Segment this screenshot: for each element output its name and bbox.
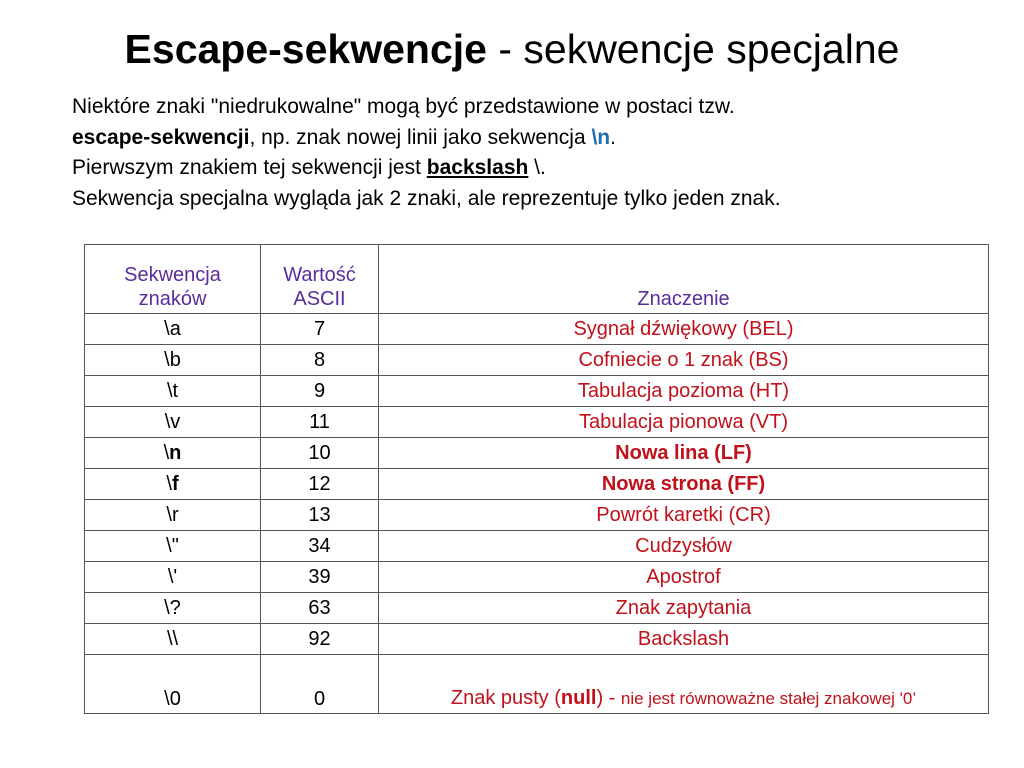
sequence-letter: f xyxy=(171,473,179,495)
table-row xyxy=(85,593,989,624)
null-keyword: null xyxy=(560,687,597,709)
table-row xyxy=(85,624,989,655)
ascii-cell: 8 xyxy=(261,345,379,376)
table-row xyxy=(85,314,989,345)
meaning-cell xyxy=(379,655,989,714)
header-ascii: Wartość ASCII xyxy=(261,245,379,314)
newline-code: \n xyxy=(591,125,611,149)
meaning-cell: Znak zapytania xyxy=(379,593,989,624)
meaning-cell: Nowa lina (LF) xyxy=(379,438,989,469)
sequence-cell: \\ xyxy=(85,624,261,655)
title-bold: Escape-sekwencje xyxy=(124,26,487,72)
ascii-cell: 39 xyxy=(261,562,379,593)
meaning-cell: Cofniecie o 1 znak (BS) xyxy=(379,345,989,376)
sequence-cell xyxy=(85,438,261,469)
page-title xyxy=(0,22,1024,76)
meaning-cell: Backslash xyxy=(379,624,989,655)
title-rest: - sekwencje specjalne xyxy=(486,26,900,72)
meaning-cell: Nowa strona (FF) xyxy=(379,469,989,500)
meaning-cell: Powrót karetki (CR) xyxy=(379,500,989,531)
meaning-cell: Apostrof xyxy=(379,562,989,593)
meaning-cell: Tabulacja pozioma (HT) xyxy=(379,376,989,407)
sequence-cell: \0 xyxy=(85,655,261,714)
sequence-cell: \v xyxy=(85,407,261,438)
intro-line-3 xyxy=(72,153,1012,184)
escape-term: escape-sekwencji xyxy=(72,125,250,149)
intro-line-3-end: \. xyxy=(528,156,546,179)
intro-line-4: Sekwencja specjalna wygląda jak 2 znaki, ale reprezentuje tylko jeden znak. xyxy=(72,186,781,210)
meaning-cell: Cudzysłów xyxy=(379,531,989,562)
ascii-cell: 0 xyxy=(261,655,379,714)
ascii-cell: 92 xyxy=(261,624,379,655)
sequence-backslash: \ xyxy=(163,442,170,464)
sequence-cell xyxy=(85,469,261,500)
escape-sequence-table xyxy=(84,244,989,714)
table-row xyxy=(85,531,989,562)
sequence-backslash: \ xyxy=(166,473,172,495)
header-sequence: Sekwencja znaków xyxy=(85,245,261,314)
sequence-cell: \a xyxy=(85,314,261,345)
backslash-term: backslash xyxy=(426,156,529,179)
sequence-cell: \t xyxy=(85,376,261,407)
null-meaning-note: nie jest równoważne stałej znakowej '0’ xyxy=(620,689,917,708)
table-row xyxy=(85,469,989,500)
ascii-cell: 10 xyxy=(261,438,379,469)
table-header-row xyxy=(85,245,989,314)
sequence-cell: \' xyxy=(85,562,261,593)
ascii-cell: 9 xyxy=(261,376,379,407)
table-row xyxy=(85,407,989,438)
meaning-cell: Tabulacja pionowa (VT) xyxy=(379,407,989,438)
intro-line-2-end: . xyxy=(610,125,616,149)
table-row xyxy=(85,500,989,531)
table-row xyxy=(85,438,989,469)
intro-line-2-text: , np. znak nowej linii jako sekwencja xyxy=(249,125,592,149)
ascii-cell: 7 xyxy=(261,314,379,345)
table-row xyxy=(85,562,989,593)
ascii-cell: 63 xyxy=(261,593,379,624)
meaning-cell: Sygnał dźwiękowy (BEL) xyxy=(379,314,989,345)
sequence-cell: \b xyxy=(85,345,261,376)
table-row xyxy=(85,376,989,407)
null-meaning-mid: ) - xyxy=(596,687,621,709)
ascii-cell: 13 xyxy=(261,500,379,531)
intro-line-3-text: Pierwszym znakiem tej sekwencji jest xyxy=(72,156,427,179)
header-meaning: Znaczenie xyxy=(379,245,989,314)
ascii-cell: 34 xyxy=(261,531,379,562)
sequence-letter: n xyxy=(169,442,182,464)
intro-line-1: Niektóre znaki "niedrukowalne" mogą być przedstawione w postaci tzw. xyxy=(72,95,735,118)
sequence-cell: \" xyxy=(85,531,261,562)
table-row-null xyxy=(85,655,989,714)
intro-paragraph xyxy=(72,92,1012,214)
ascii-cell: 12 xyxy=(261,469,379,500)
sequence-cell: \? xyxy=(85,593,261,624)
intro-line-2 xyxy=(72,123,1012,154)
ascii-cell: 11 xyxy=(261,407,379,438)
null-meaning-start: Znak pusty ( xyxy=(450,687,561,709)
sequence-cell: \r xyxy=(85,500,261,531)
table-row xyxy=(85,345,989,376)
